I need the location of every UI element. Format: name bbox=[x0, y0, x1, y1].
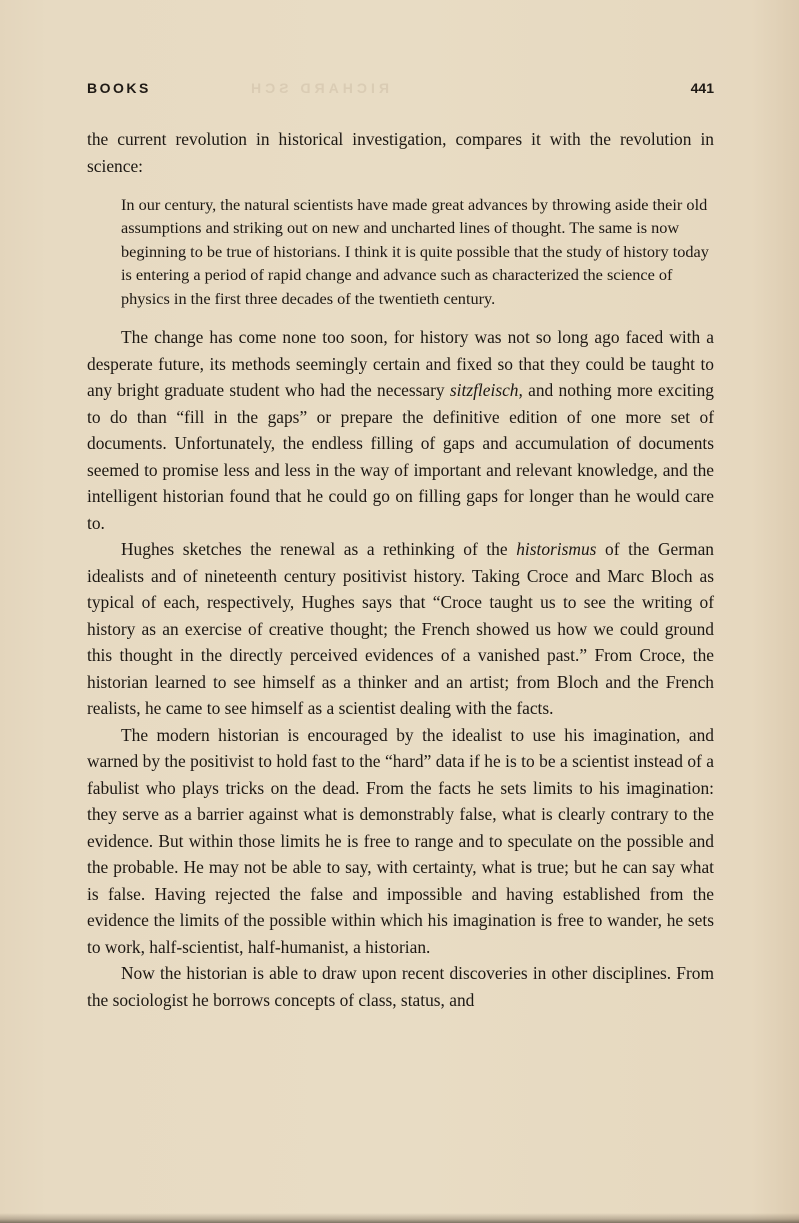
bleed-through-text: RICHARD SCH bbox=[247, 80, 389, 96]
body-text bbox=[87, 126, 714, 1013]
paragraph bbox=[87, 324, 714, 536]
paragraph: The modern historian is encouraged by the idealist to use his imagination, and warned by the positivist to hold fast to the “hard” data if he is to be a scientist instead of a fabulist who plays tricks on the dead. From the facts he sets limits to his imagination: they serve as a barrier against what is demonstrably false, what is clearly contrary to the evidence. But within those limits he is free to range and to speculate on the possible and the probable. He may not be able to say, with certainty, what is true; but he can say what is false. Having rejected the false and impossible and having established from the evidence the limits of the possible within which his imagination is free to wander, he sets to work, half-scientist, half-humanist, a historian. bbox=[87, 724, 714, 957]
paragraph-text: of the German idealists and of nineteenth century positivist history. Taking Croce and Marc Bloch as typical of each, respectively, Hughes says that “Croce taught us to see the writing of history as an exercise of creative thought; the French showed us how we could ground this thought in the directly perceived evidences of a vanished past.” From Croce, the historian learned to see himself as a thinker and an artist; from Bloch and the French realists, he came to see himself as a scientist dealing with the facts. bbox=[87, 539, 715, 719]
italic-term: historismus bbox=[516, 539, 597, 560]
paragraph bbox=[87, 536, 714, 722]
paragraph: Now the historian is able to draw upon recent discoveries in other disciplines. From the sociologist he borrows concepts of class, status, and bbox=[87, 963, 714, 1010]
paragraph-text: and nothing more exciting to do than “fill in the gaps” or prepare the definitive edition of one more set of documents. Unfortunately, the endless filling of gaps and accumulation of documents seemed to promise less and less in the way of important and relevant knowledge, and the intelligent historian found that he could go on filling gaps for longer than he would care to. bbox=[87, 380, 714, 533]
paragraph-text: The change has come none too soon, for history was not so long ago faced with a desperate future, its methods seemingly certain and fixed so that they could be taught to any bright graduate student who had the necessary bbox=[87, 327, 714, 401]
page-number: 441 bbox=[690, 80, 714, 96]
page-edge-shadow bbox=[0, 1213, 799, 1223]
italic-term: sitzfleisch, bbox=[449, 380, 523, 401]
paragraph-continuation: the current revolution in historical investigation, compares it with the revolution in science: bbox=[87, 129, 714, 176]
paragraph-text: Hughes sketches the renewal as a rethinking of the bbox=[121, 539, 517, 560]
running-head bbox=[87, 80, 714, 100]
section-title: BOOKS bbox=[87, 80, 151, 96]
block-quote: In our century, the natural scientists have made great advances by throwing aside their old assumptions and striking out on new and uncharted lines of thought. The same is now beginning to be true of historians. I think it is quite possible that the study of history today is entering a period of rapid change and advance such as characterized the science of physics in the first three decades of the twentieth century. bbox=[121, 195, 709, 308]
